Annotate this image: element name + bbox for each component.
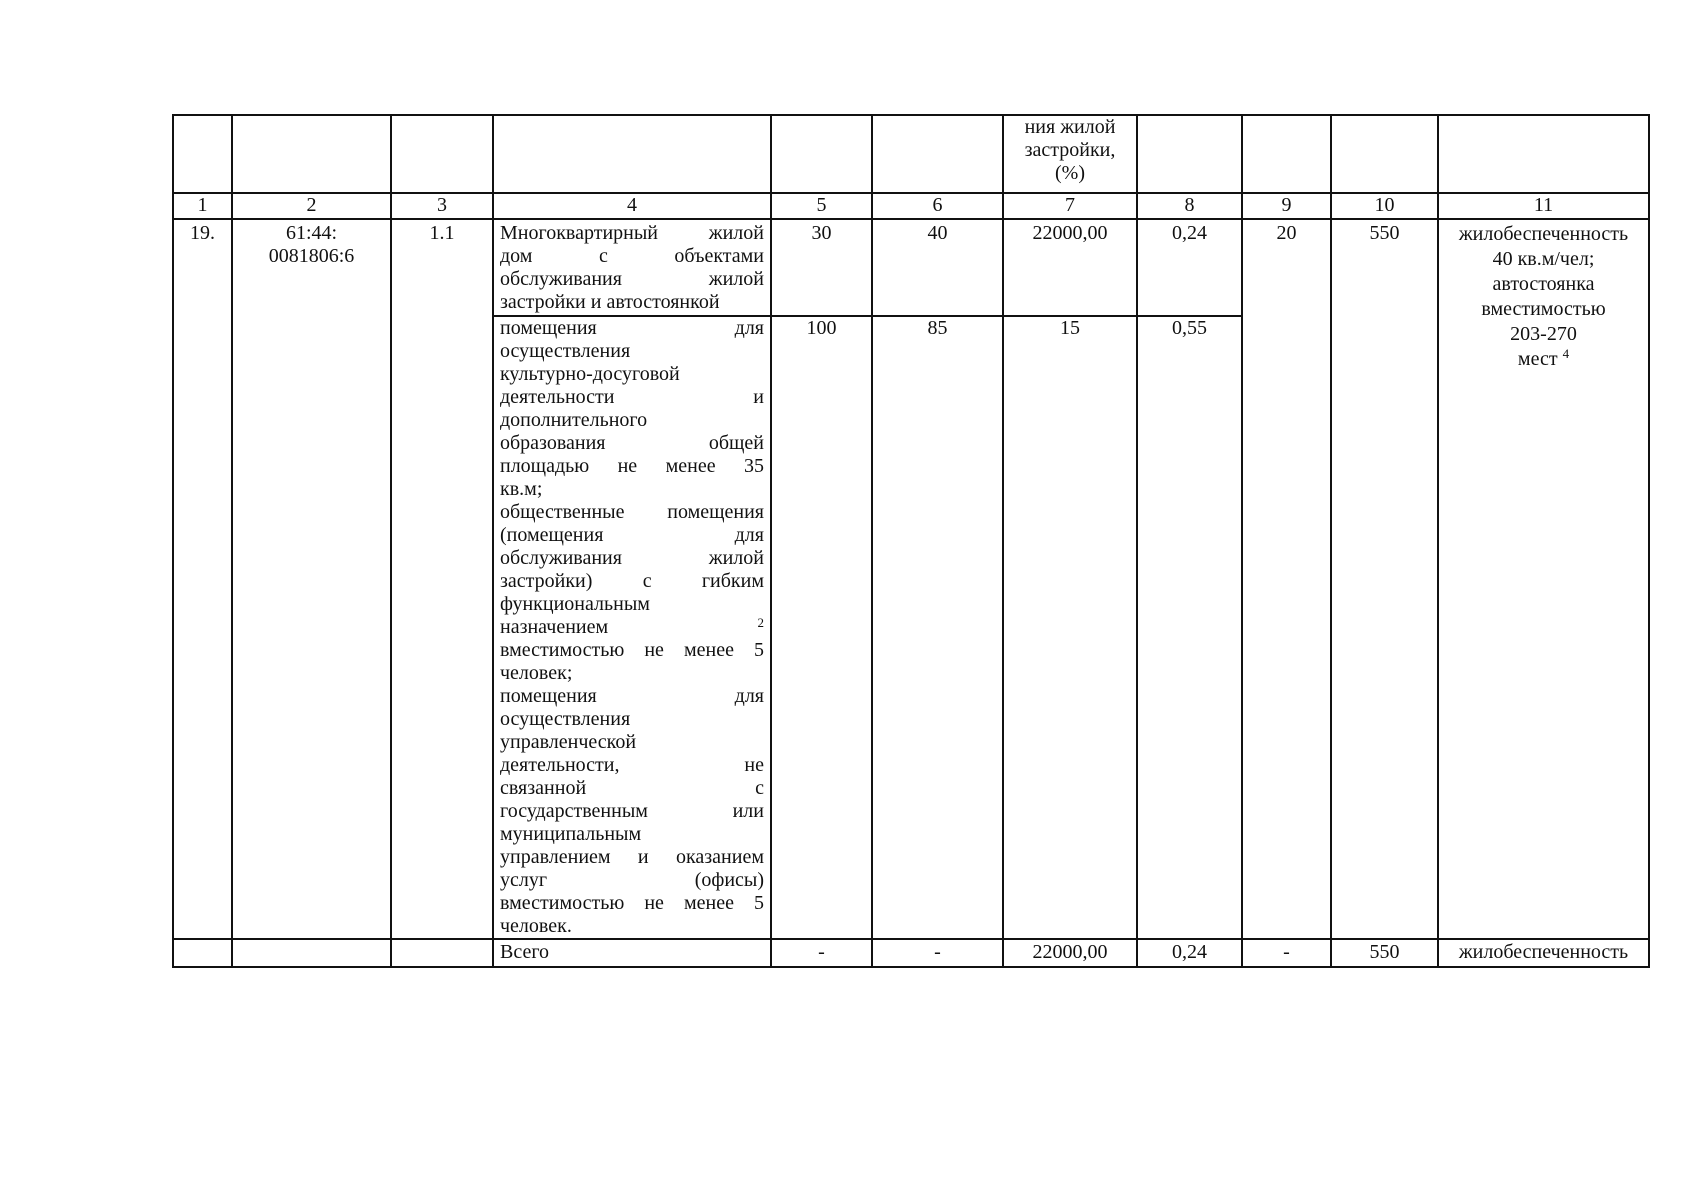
column-number: 11 <box>1438 193 1649 219</box>
footnote-marker: 2 <box>757 615 764 630</box>
header-cell-3 <box>391 115 493 193</box>
description-line: помещения для <box>500 685 764 707</box>
header-cell-11 <box>1438 115 1649 193</box>
description-line: (помещения для <box>500 524 764 546</box>
column-number: 9 <box>1242 193 1331 219</box>
header-row <box>173 115 1649 193</box>
header-cell-10 <box>1331 115 1438 193</box>
description-line: образования общей <box>500 432 764 454</box>
header-cell-8 <box>1137 115 1242 193</box>
total-value: - <box>771 939 872 967</box>
description-line: назначением <box>500 616 609 638</box>
table-row-main-use <box>173 219 1649 316</box>
description-line: человек. <box>500 915 572 937</box>
land-use-table <box>172 114 1650 968</box>
description-line: обслуживания жилой <box>500 547 764 569</box>
value-cell: 15 <box>1003 316 1137 939</box>
description-line: культурно-досуговой <box>500 363 680 385</box>
description-line: площадью не менее 35 <box>500 455 764 477</box>
column-number: 5 <box>771 193 872 219</box>
header-cell-6 <box>872 115 1003 193</box>
cadastral-line: 61:44: <box>285 222 338 244</box>
description-line: государственным или <box>500 800 764 822</box>
value-cell: 0,24 <box>1137 219 1242 316</box>
header-cell-7 <box>1003 115 1137 193</box>
total-value: - <box>1242 939 1331 967</box>
description-line-with-footnote <box>500 616 764 639</box>
use-code: 1.1 <box>391 219 493 939</box>
value-cell: 100 <box>771 316 872 939</box>
header-cell-1 <box>173 115 232 193</box>
total-row <box>173 939 1649 967</box>
header-text-line: (%) <box>1055 162 1085 184</box>
column-number: 3 <box>391 193 493 219</box>
description-line: Многоквартирный жилой <box>500 222 764 244</box>
notes-line: 40 кв.м/чел; <box>1492 248 1595 270</box>
column-number-row <box>173 193 1649 219</box>
header-cell-9 <box>1242 115 1331 193</box>
total-cell-empty <box>232 939 391 967</box>
notes-line-with-footnote <box>1445 347 1642 372</box>
cadastral-line: 0081806:6 <box>268 245 355 267</box>
total-label-text: Всего <box>500 941 550 963</box>
notes-cell <box>1438 219 1649 939</box>
header-cell-5 <box>771 115 872 193</box>
value-cell: 20 <box>1242 219 1331 939</box>
column-number: 7 <box>1003 193 1137 219</box>
cadastral-number <box>232 219 391 939</box>
description-line: услуг (офисы) <box>500 869 764 891</box>
description-line: деятельности, не <box>500 754 764 776</box>
description-line: управлением и оказанием <box>500 846 764 868</box>
description-line: функциональным <box>500 593 650 615</box>
column-number: 10 <box>1331 193 1438 219</box>
notes-line: автостоянка <box>1492 273 1595 295</box>
header-cell-2 <box>232 115 391 193</box>
description-line: дополнительного <box>500 409 648 431</box>
column-number: 6 <box>872 193 1003 219</box>
total-value: 0,24 <box>1137 939 1242 967</box>
value-cell: 550 <box>1331 219 1438 939</box>
header-text-line: ния жилой <box>1024 116 1116 138</box>
value-cell: 85 <box>872 316 1003 939</box>
aux-use-description <box>493 316 771 939</box>
value-cell: 40 <box>872 219 1003 316</box>
description-line: осуществления <box>500 340 631 362</box>
description-line: связанной с <box>500 777 764 799</box>
description-line: деятельности и <box>500 386 764 408</box>
row-number: 19. <box>173 219 232 939</box>
description-line: человек; <box>500 662 573 684</box>
description-line: обслуживания жилой <box>500 268 764 290</box>
value-cell: 0,55 <box>1137 316 1242 939</box>
value-cell: 22000,00 <box>1003 219 1137 316</box>
description-line: кв.м; <box>500 478 543 500</box>
total-cell-empty <box>173 939 232 967</box>
description-line: застройки) с гибким <box>500 570 764 592</box>
column-number: 1 <box>173 193 232 219</box>
description-line: застройки и автостоянкой <box>500 291 720 313</box>
header-text-line: застройки, <box>1024 139 1116 161</box>
main-use-description <box>493 219 771 316</box>
description-line: помещения для <box>500 317 764 339</box>
column-number: 2 <box>232 193 391 219</box>
description-line: дом с объектами <box>500 245 764 267</box>
total-cell-empty <box>391 939 493 967</box>
description-line: вместимостью не менее 5 <box>500 639 764 661</box>
notes-line: мест <box>1517 348 1558 370</box>
description-line: осуществления <box>500 708 631 730</box>
notes-line: вместимостью <box>1481 298 1606 320</box>
description-line: общественные помещения <box>500 501 764 523</box>
total-label <box>493 939 771 967</box>
description-line: муниципальным <box>500 823 642 845</box>
footnote-marker: 4 <box>1562 346 1570 361</box>
description-line: вместимостью не менее 5 <box>500 892 764 914</box>
total-value: 550 <box>1331 939 1438 967</box>
header-cell-4 <box>493 115 771 193</box>
value-cell: 30 <box>771 219 872 316</box>
column-number: 8 <box>1137 193 1242 219</box>
notes-line: 203-270 <box>1510 323 1577 345</box>
description-line: управленческой <box>500 731 637 753</box>
total-value: 22000,00 <box>1003 939 1137 967</box>
notes-line: жилобеспеченность <box>1458 223 1629 245</box>
total-value: - <box>872 939 1003 967</box>
column-number: 4 <box>493 193 771 219</box>
total-notes: жилобеспеченность <box>1438 939 1649 967</box>
